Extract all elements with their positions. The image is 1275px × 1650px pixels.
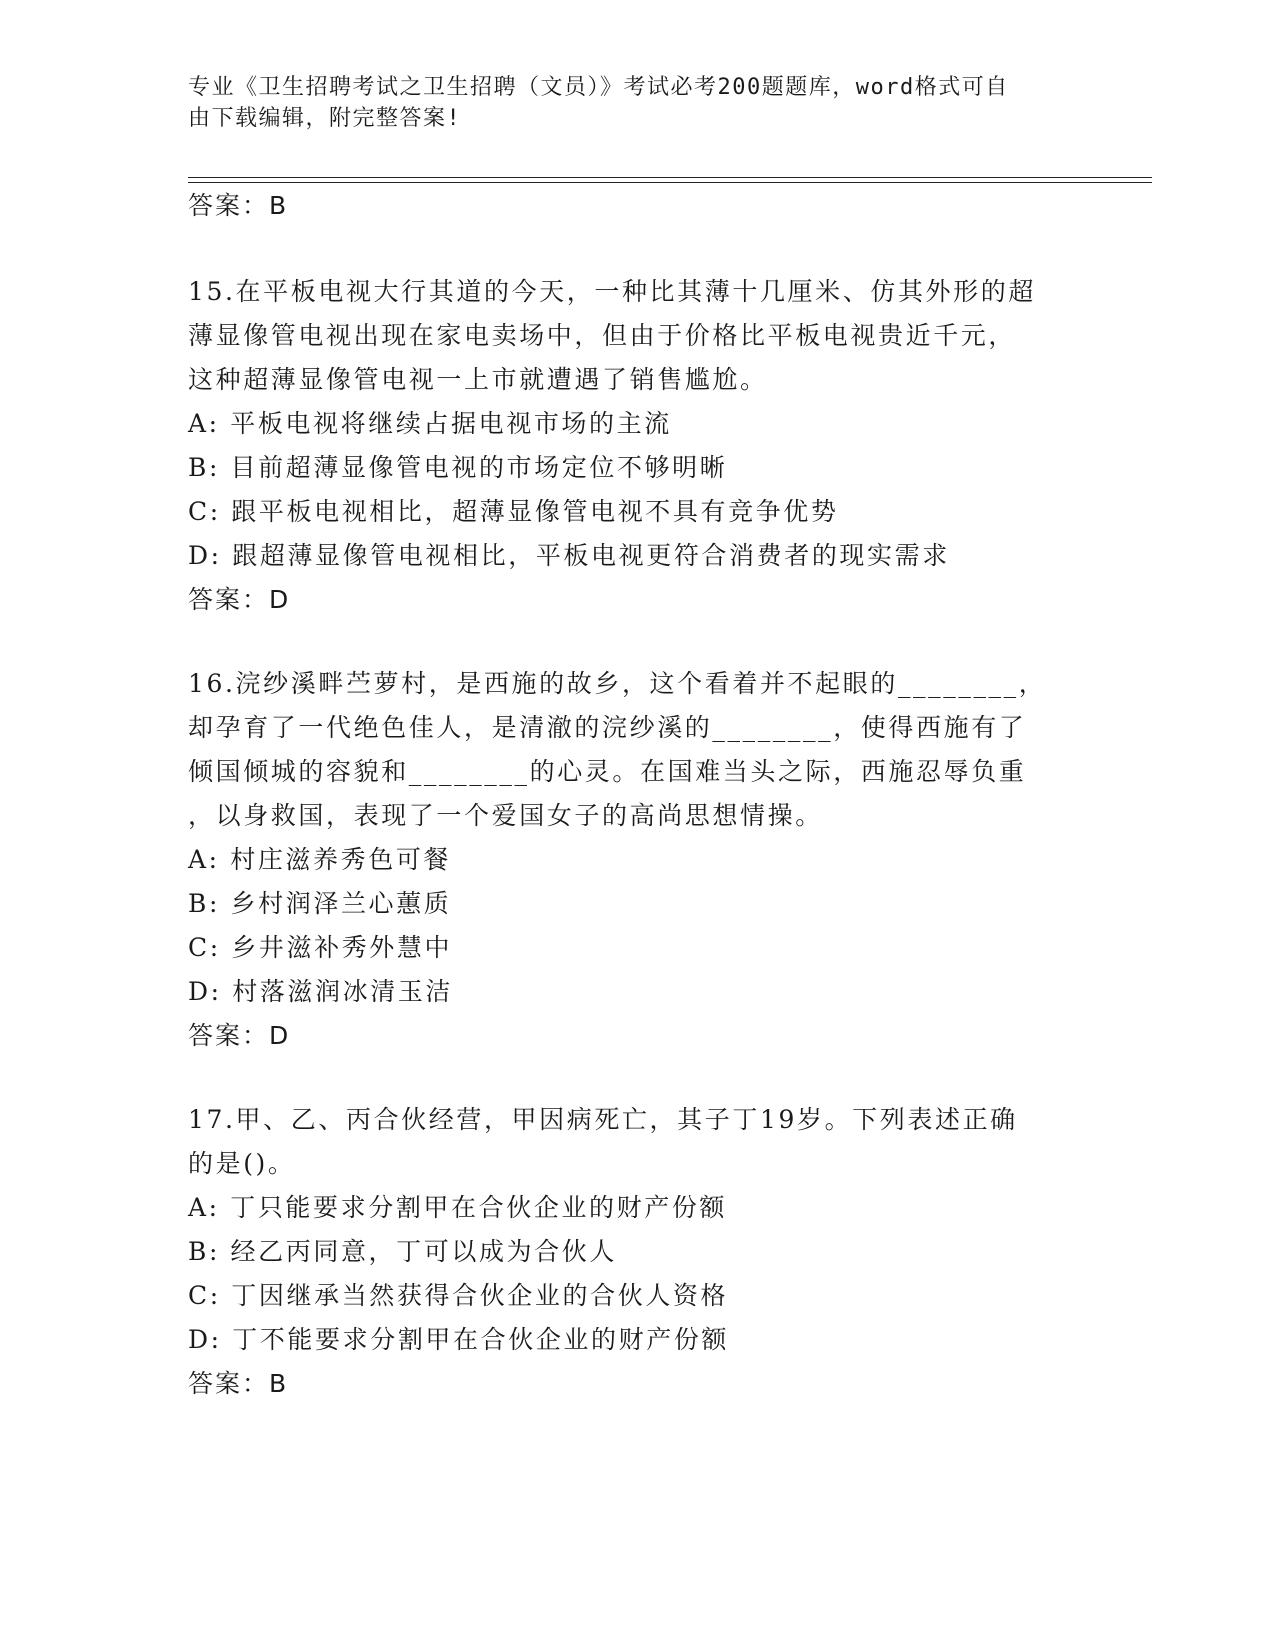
option-d: D: 村落滋润冰清玉洁 [188,977,454,1006]
option-c: C: 跟平板电视相比，超薄显像管电视不具有竞争优势 [188,497,839,526]
header-rule-top [188,177,1152,178]
answer-label: 答案：D [188,585,291,614]
question-stem-line: 薄显像管电视出现在家电卖场中，但由于价格比平板电视贵近千元， [188,321,1017,350]
option-a: A: 村庄滋养秀色可餐 [188,845,452,874]
document-header [188,72,1088,134]
option-a: A: 丁只能要求分割甲在合伙企业的财产份额 [188,1193,728,1222]
answer-label: 答案：D [188,1021,291,1050]
option-b: B: 乡村润泽兰心蕙质 [188,889,452,918]
answer-label: 答案：B [188,1369,289,1398]
question-stem-line: 15.在平板电视大行其道的今天，一种比其薄十几厘米、仿其外形的超 [188,277,1036,306]
option-c: C: 乡井滋补秀外慧中 [188,933,453,962]
option-d: D: 跟超薄显像管电视相比，平板电视更符合消费者的现实需求 [188,541,950,570]
header-rule-bottom [188,182,1152,183]
question-stem-line: 16.浣纱溪畔苎萝村，是西施的故乡，这个看着并不起眼的________， [188,669,1047,698]
question-stem-line: 这种超薄显像管电视一上市就遭遇了销售尴尬。 [188,365,768,394]
question-stem-line: 的是()。 [188,1149,296,1178]
option-a: A: 平板电视将继续占据电视市场的主流 [188,409,672,438]
question-stem-line: 却孕育了一代绝色佳人，是清澈的浣纱溪的________，使得西施有了 [188,713,1027,742]
question-stem-line: ，以身救国，表现了一个爱国女子的高尚思想情操。 [188,801,823,830]
header-line-2: 由下载编辑，附完整答案! [188,106,462,131]
option-c: C: 丁因继承当然获得合伙企业的合伙人资格 [188,1281,729,1310]
answer-label: 答案：B [188,191,289,220]
question-stem-line: 17.甲、乙、丙合伙经营，甲因病死亡，其子丁19岁。下列表述正确 [188,1105,1018,1134]
option-b: B: 目前超薄显像管电视的市场定位不够明晰 [188,453,728,482]
header-line-1: 专业《卫生招聘考试之卫生招聘（文员）》考试必考200题题库，word格式可自 [188,75,1009,100]
option-b: B: 经乙丙同意，丁可以成为合伙人 [188,1237,617,1266]
option-d: D: 丁不能要求分割甲在合伙企业的财产份额 [188,1325,730,1354]
question-stem-line: 倾国倾城的容貌和________的心灵。在国难当头之际，西施忍辱负重 [188,757,1027,786]
